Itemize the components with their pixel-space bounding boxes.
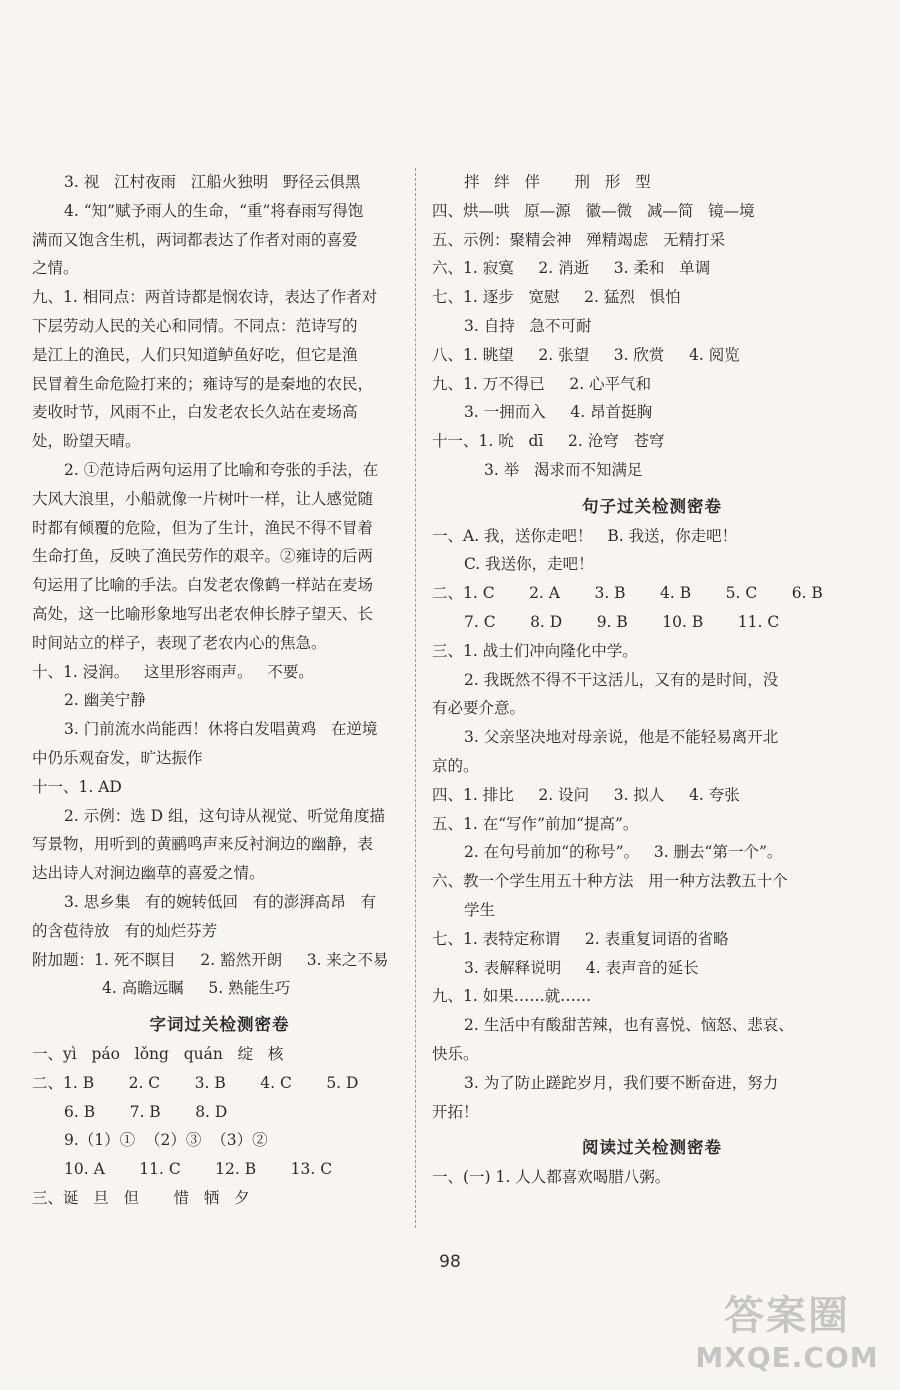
answer-line: 九、1. 如果……就…… [432,987,592,1006]
answer-line: 是江上的渔民，人们只知道鲈鱼好吃，但它是渔 [32,345,358,364]
answer-line: 京的。 [432,756,479,775]
answer-line: 时都有倾覆的危险，但为了生计，渔民不得不冒着 [32,518,374,537]
answer-line: 3. 门前流水尚能西！休将白发唱黄鸡 在逆境 [64,720,378,739]
answer-line: 之情。 [32,259,79,278]
answer-line: 2. ①范诗后两句运用了比喻和夸张的手法，在 [64,460,379,479]
answer-line: 民冒着生命危险打来的；雍诗写的是秦地的农民， [32,374,374,393]
answer-line: 满而又饱含生机，两词都表达了作者对雨的喜爱 [32,230,358,249]
answer-line: 中仍乐观奋发，旷达振作 [32,748,203,767]
answer-line: 快乐。 [432,1044,479,1063]
answer-line: 3. 举 渴求而不知满足 [484,460,643,479]
answer-line: 九、1. 相同点：两首诗都是悯农诗，表达了作者对 [32,288,378,307]
answer-line: 二、1. B 2. C 3. B 4. C 5. D [32,1073,359,1092]
answer-line: 2. 在句号前加“的称号”。 3. 删去“第一个”。 [464,843,783,862]
answer-line: 3. 视 江村夜雨 江船火独明 野径云俱黑 [64,173,361,191]
answer-line: 五、1. 在“写作”前加“提高”。 [432,814,639,833]
answer-line: 拌 绊 伴 刑 形 型 [464,173,651,191]
answer-line: 七、1. 表特定称谓 2. 表重复词语的省略 [432,929,729,948]
answer-line: 附加题：1. 死不瞑目 2. 豁然开朗 3. 来之不易 [32,950,389,969]
answer-line: 2. 幽美宁静 [64,691,146,710]
answer-line: 高处，这一比喻形象地写出老农伸长脖子望天、长 [32,604,374,623]
answer-line: 二、1. C 2. A 3. B 4. B 5. C 6. B [432,584,823,603]
answer-line: 麦收时节，风雨不止，白发老农长久站在麦场高 [32,403,358,422]
answer-line: 九、1. 万不得已 2. 心平气和 [432,374,652,393]
answer-line: 一、yì páo lǒng quán 绽 核 [32,1044,284,1063]
answer-line: 五、示例：聚精会神 殚精竭虑 无精打采 [432,230,726,249]
answer-line: 的含苞待放 有的灿烂芬芳 [32,921,218,940]
answer-line: 有必要介意。 [432,699,526,718]
answer-line: 学生 [464,900,496,919]
answer-line: 三、1. 战士们冲向隆化中学。 [432,641,638,660]
answer-line: 六、教一个学生用五十种方法 用一种方法教五十个 [432,872,788,891]
answer-line: 写景物，用听到的黄鹂鸣声来反衬涧边的幽静，表 [32,835,374,854]
section-heading: 句子过关检测密卷 [582,496,722,516]
answer-line: C. 我送你，走吧！ [464,555,594,574]
answer-line: 处，盼望天晴。 [32,432,141,451]
answer-line: 3. 思乡集 有的婉转低回 有的澎湃高昂 有 [64,892,377,911]
answer-line: 3. 表解释说明 4. 表声音的延长 [464,958,699,977]
watermark-text: 答案圈 [724,1293,850,1339]
answer-line: 下层劳动人民的关心和同情。不同点：范诗写的 [32,316,358,335]
answer-line: 10. A 11. C 12. B 13. C [64,1160,333,1179]
answer-line: 十一、1. 吮 dī 2. 沧穹 苍穹 [432,432,665,451]
answer-line: 三、诞 旦 但 惜 牺 夕 [32,1188,250,1207]
answer-line: 3. 一拥而入 4. 昂首挺胸 [464,403,653,422]
answer-line: 七、1. 逐步 宽慰 2. 猛烈 惧怕 [432,288,681,307]
column-divider [415,168,416,1228]
answer-line: 2. 生活中有酸甜苦辣，也有喜悦、恼怒、悲哀、 [464,1016,794,1035]
heading-spacer [432,485,872,493]
watermark-url: MXQE.COM [695,1341,879,1374]
answer-line: 时间站立的样子，表现了老农内心的焦急。 [32,633,327,652]
answer-line: 3. 为了防止蹉跎岁月，我们要不断奋进，努力 [464,1073,779,1092]
answer-line: 十、1. 浸润。 这里形容雨声。 不要。 [32,662,314,681]
answer-line: 3. 自持 急不可耐 [464,316,592,335]
answer-line: 一、A. 我，送你走吧！ B. 我送，你走吧！ [432,526,738,545]
answer-line: 四、1. 排比 2. 设问 3. 拟人 4. 夸张 [432,785,740,804]
answer-line: 开拓！ [432,1102,479,1121]
answer-line: 2. 示例：选 D 组，这句诗从视觉、听觉角度描 [64,806,385,825]
answer-line: 六、1. 寂寞 2. 消逝 3. 柔和 单调 [432,259,711,278]
answer-line: 4. “知”赋予雨人的生命，“重”将春雨写得饱 [64,201,364,220]
answer-line: 句运用了比喻的手法。白发老农像鹤一样站在麦场 [32,576,374,595]
heading-spacer [432,1126,872,1134]
answer-line: 6. B 7. B 8. D [64,1102,228,1121]
answer-line: 7. C 8. D 9. B 10. B 11. C [464,612,780,631]
answer-line: 四、烘—哄 原—源 徽—微 减—简 镜—境 [432,201,755,220]
answer-line: 4. 高瞻远瞩 5. 熟能生巧 [102,979,291,998]
answer-line: 大风大浪里，小船就像一片树叶一样，让人感觉随 [32,489,374,508]
answer-line: 生命打鱼，反映了渔民劳作的艰辛。②雍诗的后两 [32,547,374,566]
section-heading: 字词过关检测密卷 [149,1015,290,1035]
answer-line: 9.（1）① （2）③ （3）② [64,1131,268,1150]
heading-spacer [32,1003,407,1011]
answer-line: 一、(一) 1. 人人都喜欢喝腊八粥。 [432,1168,671,1187]
left-column [32,168,407,1213]
watermark-logo [692,1284,882,1380]
answer-line: 八、1. 眺望 2. 张望 3. 欣赏 4. 阅览 [432,345,740,364]
answer-line: 3. 父亲坚决地对母亲说，他是不能轻易离开北 [464,728,779,747]
section-heading: 阅读过关检测密卷 [582,1138,722,1158]
page-number: 98 [439,1252,461,1272]
right-column [432,168,872,1192]
answer-line: 达出诗人对涧边幽草的喜爱之情。 [32,864,265,883]
answer-line: 十一、1. AD [32,777,122,796]
answer-line: 2. 我既然不得不干这活儿，又有的是时间，没 [464,670,779,689]
